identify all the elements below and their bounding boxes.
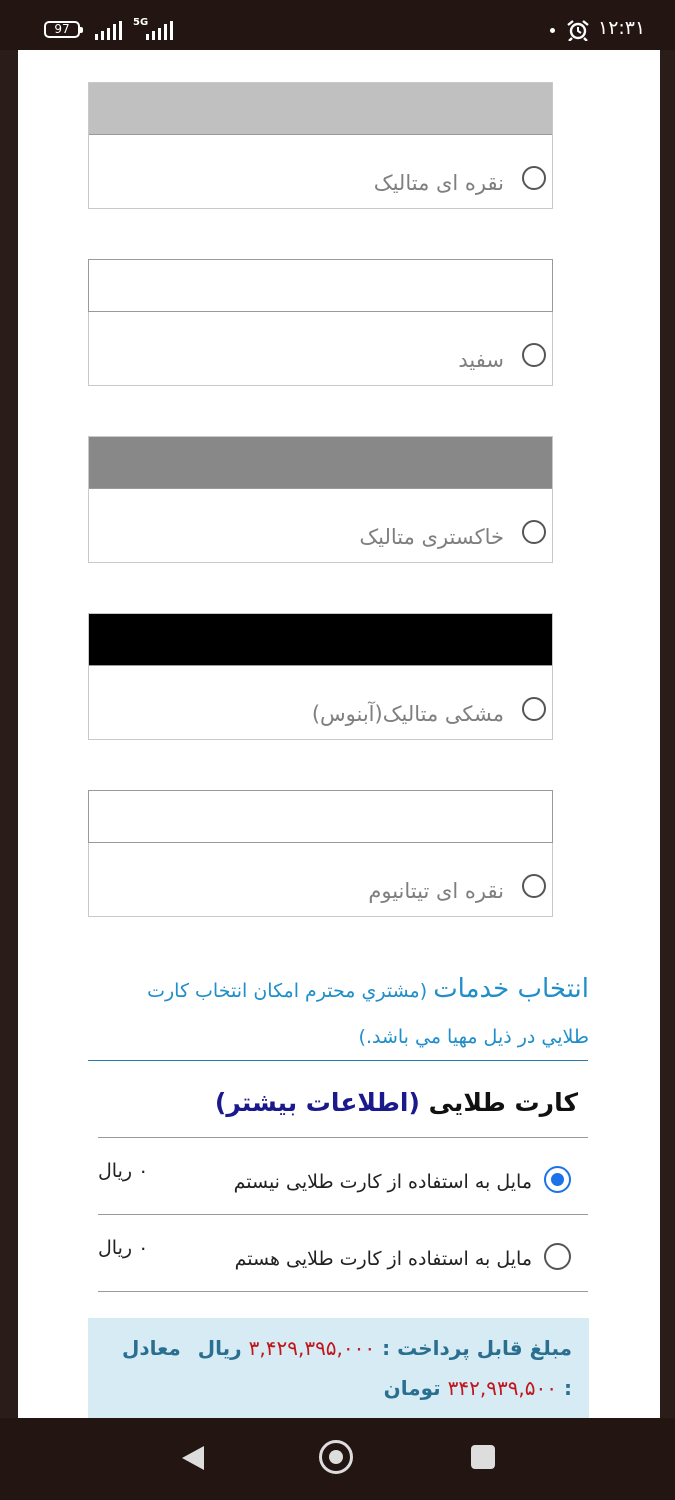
navigation-bar (0, 1418, 675, 1500)
color-swatch (88, 259, 553, 312)
color-label: نقره ای تیتانیوم (368, 879, 504, 903)
payment-amount-toman: ۳۴۲,۹۳۹,۵۰۰ (447, 1376, 558, 1400)
battery-icon (44, 21, 80, 38)
payment-amount-line (198, 1336, 572, 1360)
gold-card-option-no[interactable] (98, 1138, 588, 1214)
color-option-gray-metallic[interactable] (88, 436, 553, 563)
web-page-content (18, 50, 660, 1418)
divider (88, 1060, 588, 1061)
radio-button[interactable] (522, 343, 546, 367)
services-title: انتخاب خدمات (433, 974, 589, 1004)
payment-label: مبلغ قابل پرداخت : (382, 1336, 572, 1360)
radio-button-selected[interactable] (544, 1166, 571, 1193)
color-swatch (89, 437, 552, 489)
color-swatch (89, 83, 552, 135)
option-price: ۰ ریال (98, 1237, 149, 1259)
gold-card-heading (215, 1088, 578, 1117)
option-price: ۰ ریال (98, 1160, 149, 1182)
radio-button[interactable] (522, 697, 546, 721)
rial-unit: ریال (197, 1336, 242, 1360)
color-option-silver-titanium[interactable] (88, 790, 553, 917)
color-swatch (88, 790, 553, 843)
alarm-clock-icon (565, 19, 591, 41)
notification-dot-icon (550, 28, 555, 33)
divider (98, 1291, 588, 1292)
color-label: مشکی متالیک(آبنوس) (311, 702, 504, 726)
more-info-link[interactable]: (اطلاعات بیشتر) (214, 1088, 420, 1117)
battery-level: 97 (54, 22, 70, 36)
radio-button[interactable] (522, 520, 546, 544)
option-label: مایل به استفاده از کارت طلایی هستم (234, 1248, 532, 1270)
services-note: (مشتري محترم امکان انتخاب کارت طلايي در ذيل مهيا مي باشد.) (147, 980, 589, 1048)
radio-button[interactable] (522, 874, 546, 898)
color-swatch (89, 614, 552, 666)
toman-unit: تومان (383, 1376, 441, 1400)
status-bar (0, 0, 675, 50)
color-option-white[interactable] (88, 259, 553, 386)
equivalent-label: معادل (122, 1336, 181, 1360)
color-label: خاکستری متالیک (359, 525, 504, 549)
home-icon[interactable] (319, 1440, 353, 1474)
color-label: نقره ای متالیک (373, 171, 504, 195)
radio-button[interactable] (522, 166, 546, 190)
signal-strength-icon (95, 20, 127, 40)
payment-toman-line (384, 1376, 572, 1400)
gold-card-title: کارت طلایی (428, 1088, 578, 1117)
color-option-silver-metallic[interactable] (88, 82, 553, 209)
back-icon[interactable] (180, 1444, 206, 1472)
signal-strength-icon-2 (146, 20, 178, 40)
services-heading (107, 966, 589, 1060)
payment-summary (88, 1318, 589, 1418)
color-option-black-metallic[interactable] (88, 613, 553, 740)
clock: ۱۲:۳۱ (598, 17, 646, 39)
network-type: 5G (133, 17, 149, 28)
radio-button[interactable] (544, 1243, 571, 1270)
recents-icon[interactable] (471, 1445, 495, 1469)
gold-card-option-yes[interactable] (98, 1215, 588, 1291)
colon: : (564, 1376, 572, 1400)
option-label: مایل به استفاده از کارت طلایی نیستم (233, 1171, 532, 1193)
color-label: سفید (458, 348, 504, 372)
payment-amount-rial: ۳,۴۲۹,۳۹۵,۰۰۰ (248, 1336, 376, 1360)
